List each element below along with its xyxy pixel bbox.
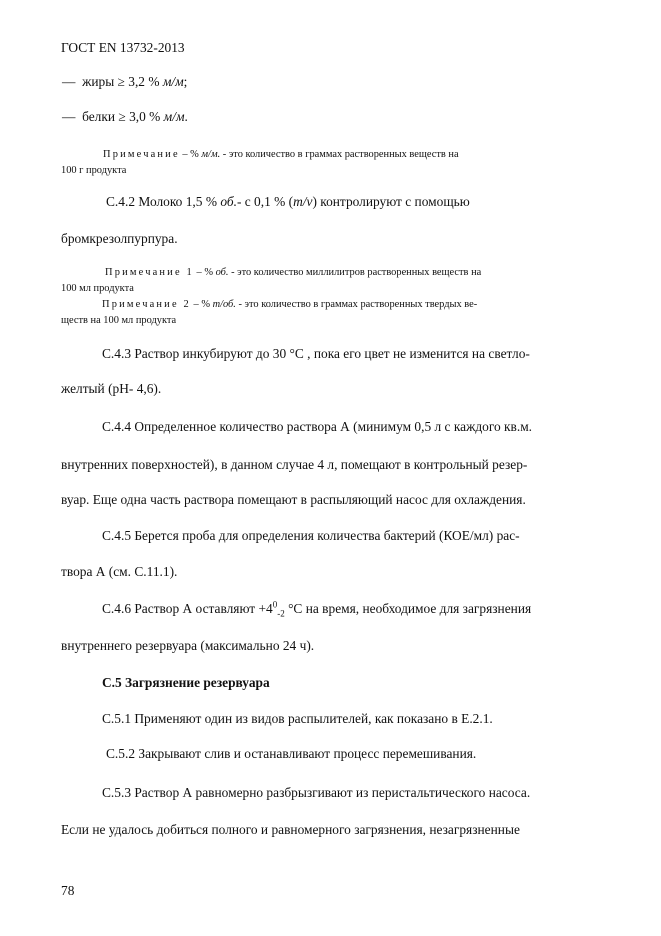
clause-c43-line2: желтый (pH- 4,6).	[61, 381, 162, 396]
clause-c42: C.4.2 Молоко 1,5 % об.- с 0,1 % (m/v) контролируют с помощью	[106, 194, 470, 209]
clause-c45-line2: твора А (см. С.11.1).	[61, 564, 178, 579]
bullet-fat: — жиры ≥ 3,2 % м/м;	[62, 74, 188, 89]
bullet-protein: — белки ≥ 3,0 % м/м.	[62, 109, 188, 124]
note-mob-cont: ществ на 100 мл продукта	[61, 315, 177, 326]
clause-c46-line1: C.4.6 Раствор А оставляют $+4^0_{-2}$ °С на время, необходимое для загрязнения	[102, 599, 532, 619]
section-heading-c5: C.5 Загрязнение резервуара	[102, 675, 270, 690]
clause-c44-line3: вуар. Еще одна часть раствора помещают в распыляющий насос для охлаждения.	[61, 492, 526, 507]
clause-c53-line1: C.5.3 Раствор А равномерно разбрызгивают из перистальтического насоса.	[102, 785, 531, 800]
note-mm: Примечание – % м/м. - это количество в граммах растворенных веществ на	[103, 149, 459, 160]
clause-c43-line1: C.4.3 Раствор инкубируют до 30 °С , пока его цвет не изменится на светло-	[102, 346, 530, 361]
clause-c45-line1: C.4.5 Берется проба для определения количества бактерий (КОЕ/мл) рас-	[102, 528, 520, 543]
clause-c52: C.5.2 Закрывают слив и останавливают процесс перемешивания.	[106, 746, 477, 761]
clause-c44-line1: C.4.4 Определенное количество раствора А (минимум 0,5 л с каждого кв.м.	[102, 419, 533, 434]
clause-c46-line2: внутреннего резервуара (максимально 24 ч).	[61, 638, 315, 653]
clause-c53-line2: Если не удалось добиться полного и равномерного загрязнения, незагрязненные	[61, 822, 520, 837]
clause-c51: C.5.1 Применяют один из видов распылителей, как показано в Е.2.1.	[102, 711, 493, 726]
clause-c42-cont: бромкрезолпурпура.	[61, 231, 178, 246]
note-mob: Примечание 2 – % m/об. - это количество в граммах растворенных твердых ве-	[102, 299, 478, 310]
note-ob: Примечание 1 – % об. - это количество миллилитров растворенных веществ на	[105, 267, 482, 278]
note-mm-cont: 100 г продукта	[61, 165, 127, 176]
document-code: ГОСТ EN 13732-2013	[61, 40, 185, 55]
page-number: 78	[61, 883, 75, 898]
note-ob-cont: 100 мл продукта	[61, 283, 134, 294]
clause-c44-line2: внутренних поверхностей), в данном случае 4 л, помещают в контрольный резер-	[61, 457, 528, 472]
